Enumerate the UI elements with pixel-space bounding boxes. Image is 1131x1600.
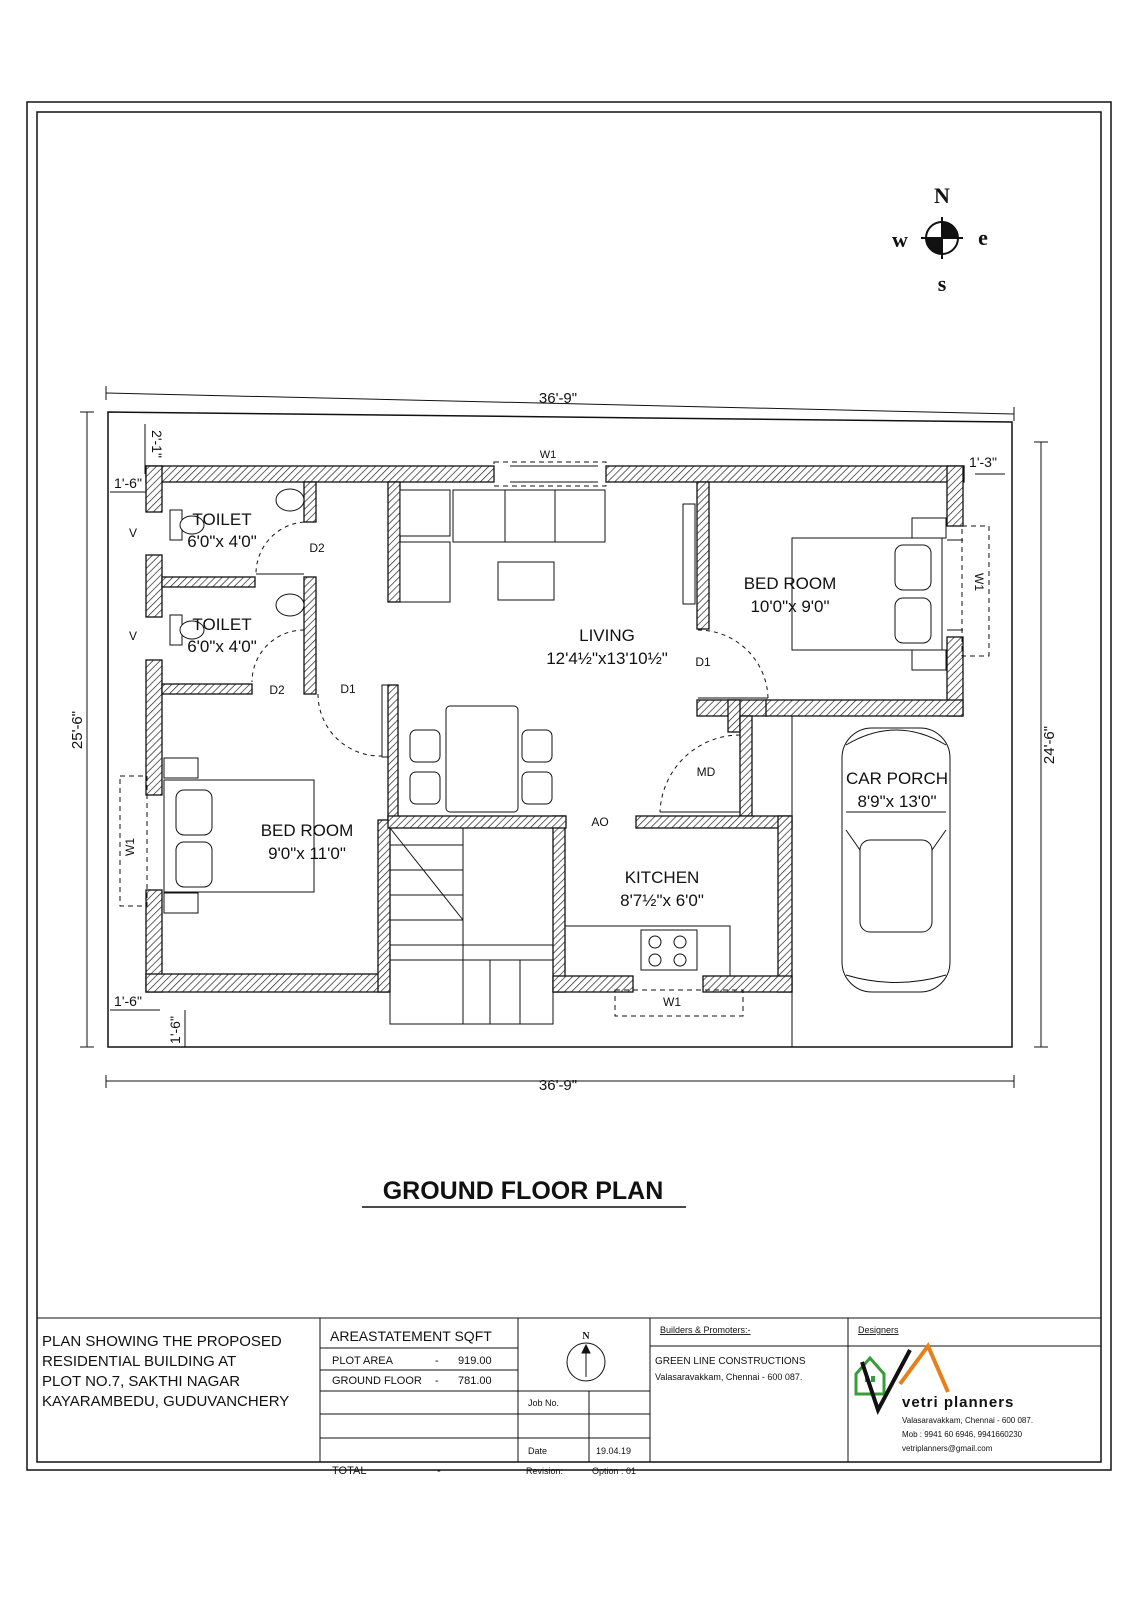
room-size-car-porch: 8'9"x 13'0" xyxy=(857,792,937,811)
opening-label-ao: AO xyxy=(591,815,609,829)
dim-top-right-offset: 1'-3" xyxy=(969,454,997,470)
dim-bottom-left-offset: 1'-6" xyxy=(167,1016,183,1044)
room-name-toilet-1: TOILET xyxy=(192,510,252,529)
builder-address: Valasaravakkam, Chennai - 600 087. xyxy=(655,1372,803,1382)
room-name-kitchen: KITCHEN xyxy=(624,868,700,887)
window-label-top: W1 xyxy=(539,449,557,461)
revision-value: Option : 01 xyxy=(592,1466,637,1476)
date-label: Date xyxy=(528,1446,548,1456)
dim-bottom: 36'-9" xyxy=(538,1077,578,1094)
total-dash: - xyxy=(437,1465,441,1477)
dim-top-left-offset: 2'-1" xyxy=(149,430,165,458)
room-name-living: LIVING xyxy=(579,626,635,645)
room-size-toilet-1: 6'0"x 4'0" xyxy=(187,532,257,551)
plot-area-value: 919.00 xyxy=(458,1355,492,1367)
window-label-bottom: W1 xyxy=(663,995,681,1009)
window-label-right: W1 xyxy=(972,573,986,591)
description-line-1: PLAN SHOWING THE PROPOSED xyxy=(42,1333,282,1350)
date-value: 19.04.19 xyxy=(596,1446,632,1456)
designer-email: vetriplanners@gmail.com xyxy=(902,1444,993,1453)
compass-e: e xyxy=(978,225,988,250)
builders-label: Builders & Promoters:- xyxy=(660,1325,751,1335)
dim-top: 36'-9" xyxy=(538,390,578,407)
dim-left-wall-top: 1'-6" xyxy=(114,475,142,491)
description-line-2: RESIDENTIAL BUILDING AT xyxy=(42,1353,237,1370)
dim-left-wall-bottom: 1'-6" xyxy=(114,993,142,1009)
door-label-d1-right: D1 xyxy=(695,655,711,669)
door-label-d1-left: D1 xyxy=(340,682,356,696)
compass-n: N xyxy=(934,183,950,208)
total-label: TOTAL xyxy=(332,1465,367,1477)
area-header: AREASTATEMENT SQFT xyxy=(330,1328,492,1344)
car-icon xyxy=(842,728,950,992)
room-name-bedroom-right: BED ROOM xyxy=(743,574,837,593)
designer-phone: Mob : 9941 60 6946, 9941660230 xyxy=(902,1430,1023,1439)
description-line-4: KAYARAMBEDU, GUDUVANCHERY xyxy=(42,1393,290,1410)
dim-left: 25'-6" xyxy=(69,710,86,750)
compass-w: w xyxy=(892,227,908,252)
plot-area-label: PLOT AREA xyxy=(332,1355,393,1367)
window-label-left: W1 xyxy=(123,838,137,856)
door-label-d2-a: D2 xyxy=(309,541,325,555)
room-name-toilet-2: TOILET xyxy=(192,615,252,634)
door-label-md: MD xyxy=(696,765,716,779)
designer-name: vetri planners xyxy=(902,1394,1015,1411)
door-label-d2-b: D2 xyxy=(269,683,285,697)
staircase xyxy=(390,828,553,1024)
ventilator-label-1: V xyxy=(128,526,138,540)
room-size-toilet-2: 6'0"x 4'0" xyxy=(187,637,257,656)
revision-label: Revision: xyxy=(526,1466,564,1476)
room-size-kitchen: 8'7½"x 6'0" xyxy=(620,891,704,910)
ground-floor-dash: - xyxy=(435,1375,439,1387)
ventilator-label-2: V xyxy=(128,629,138,643)
designer-address: Valasaravakkam, Chennai - 600 087. xyxy=(902,1416,1034,1425)
plot-area-dash: - xyxy=(435,1355,439,1367)
room-name-car-porch: CAR PORCH xyxy=(845,769,949,788)
job-no-label: Job No. xyxy=(528,1398,560,1408)
room-name-bedroom-left: BED ROOM xyxy=(260,821,354,840)
designers-label: Designers xyxy=(858,1325,899,1335)
compass-icon xyxy=(892,183,988,296)
room-size-living: 12'4½"x13'10½" xyxy=(546,649,668,668)
ground-floor-label: GROUND FLOOR xyxy=(332,1375,422,1387)
dim-right: 24'-6" xyxy=(1041,725,1058,765)
title-north: N xyxy=(582,1331,590,1342)
builder-name: GREEN LINE CONSTRUCTIONS xyxy=(655,1356,806,1367)
description-line-3: PLOT NO.7, SAKTHI NAGAR xyxy=(42,1373,241,1390)
room-size-bedroom-right: 10'0"x 9'0" xyxy=(750,597,830,616)
compass-s: s xyxy=(937,271,947,296)
room-size-bedroom-left: 9'0"x 11'0" xyxy=(268,844,346,863)
plan-title: GROUND FLOOR PLAN xyxy=(382,1177,664,1205)
ground-floor-value: 781.00 xyxy=(458,1375,492,1387)
